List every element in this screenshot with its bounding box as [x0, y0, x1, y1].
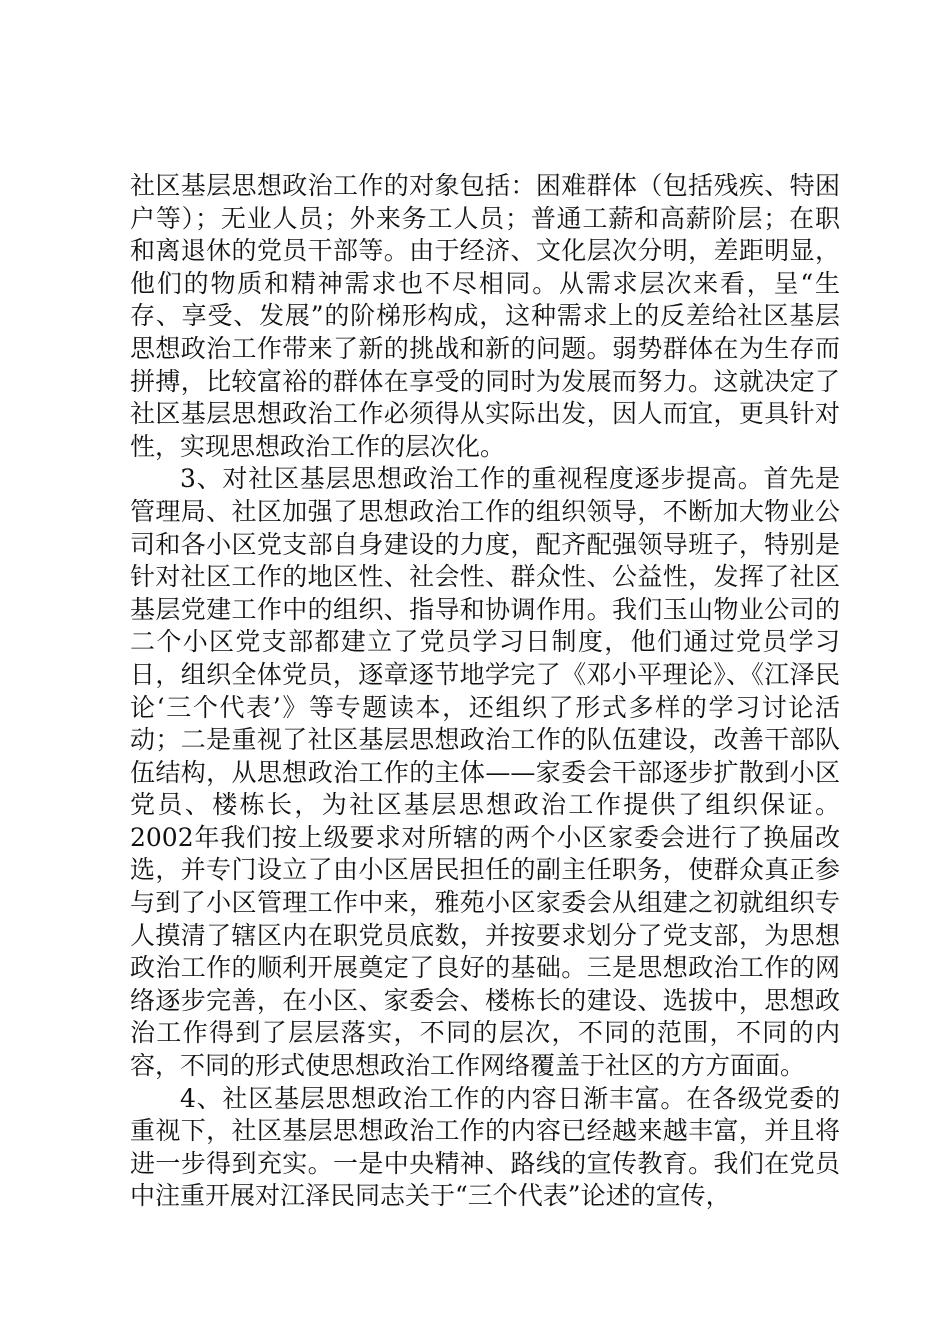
- paragraph-1: 社区基层思想政治工作的对象包括：困难群体（包括残疾、特困户等）；无业人员；外来务工人员；普通工薪和高薪阶层；在职和离退休的党员干部等。由于经济、文化层次分明，差距明显，他们的物质和精神需求也不尽相同。从需求层次来看，呈“生存、享受、发展”的阶梯形构成，这种需求上的反差给社区基层思想政治工作带来了新的挑战和新的问题。弱势群体在为生存而拼搏，比较富裕的群体在享受的同时为发展而努力。这就决定了社区基层思想政治工作必须得从实际出发，因人而宜，更具针对性，实现思想政治工作的层次化。: [130, 171, 840, 461]
- paragraph-2: 3、对社区基层思想政治工作的重视程度逐步提高。首先是管理局、社区加强了思想政治工作的组织领导，不断加大物业公司和各小区党支部自身建设的力度，配齐配强领导班子，特别是针对社区工作的地区性、社会性、群众性、公益性，发挥了社区基层党建工作中的组织、指导和协调作用。我们玉山物业公司的二个小区党支部都建立了党员学习日制度，他们通过党员学习日，组织全体党员，逐章逐节地学完了《邓小平理论》、《江泽民论‘三个代表’》等专题读本，还组织了形式多样的学习讨论活动；二是重视了社区基层思想政治工作的队伍建设，改善干部队伍结构，从思想政治工作的主体——家委会干部逐步扩散到小区党员、楼栋长，为社区基层思想政治工作提供了组织保证。2002年我们按上级要求对所辖的两个小区家委会进行了换届改选，并专门设立了由小区居民担任的副主任职务，使群众真正参与到了小区管理工作中来，雅苑小区家委会从组建之初就组织专人摸清了辖区内在职党员底数，并按要求划分了党支部，为思想政治工作的顺利开展奠定了良好的基础。三是思想政治工作的网络逐步完善，在小区、家委会、楼栋长的建设、选拔中，思想政治工作得到了层层落实，不同的层次，不同的范围，不同的内容，不同的形式使思想政治工作网络覆盖于社区的方方面面。: [130, 464, 840, 1081]
- paragraph-3: 4、社区基层思想政治工作的内容日渐丰富。在各级党委的重视下，社区基层思想政治工作的内容已经越来越丰富，并且将进一步得到充实。一是中央精神、路线的宣传教育。我们在党员中注重开展对江泽民同志关于“三个代表”论述的宣传，: [130, 1083, 840, 1211]
- document-body: [130, 170, 840, 1213]
